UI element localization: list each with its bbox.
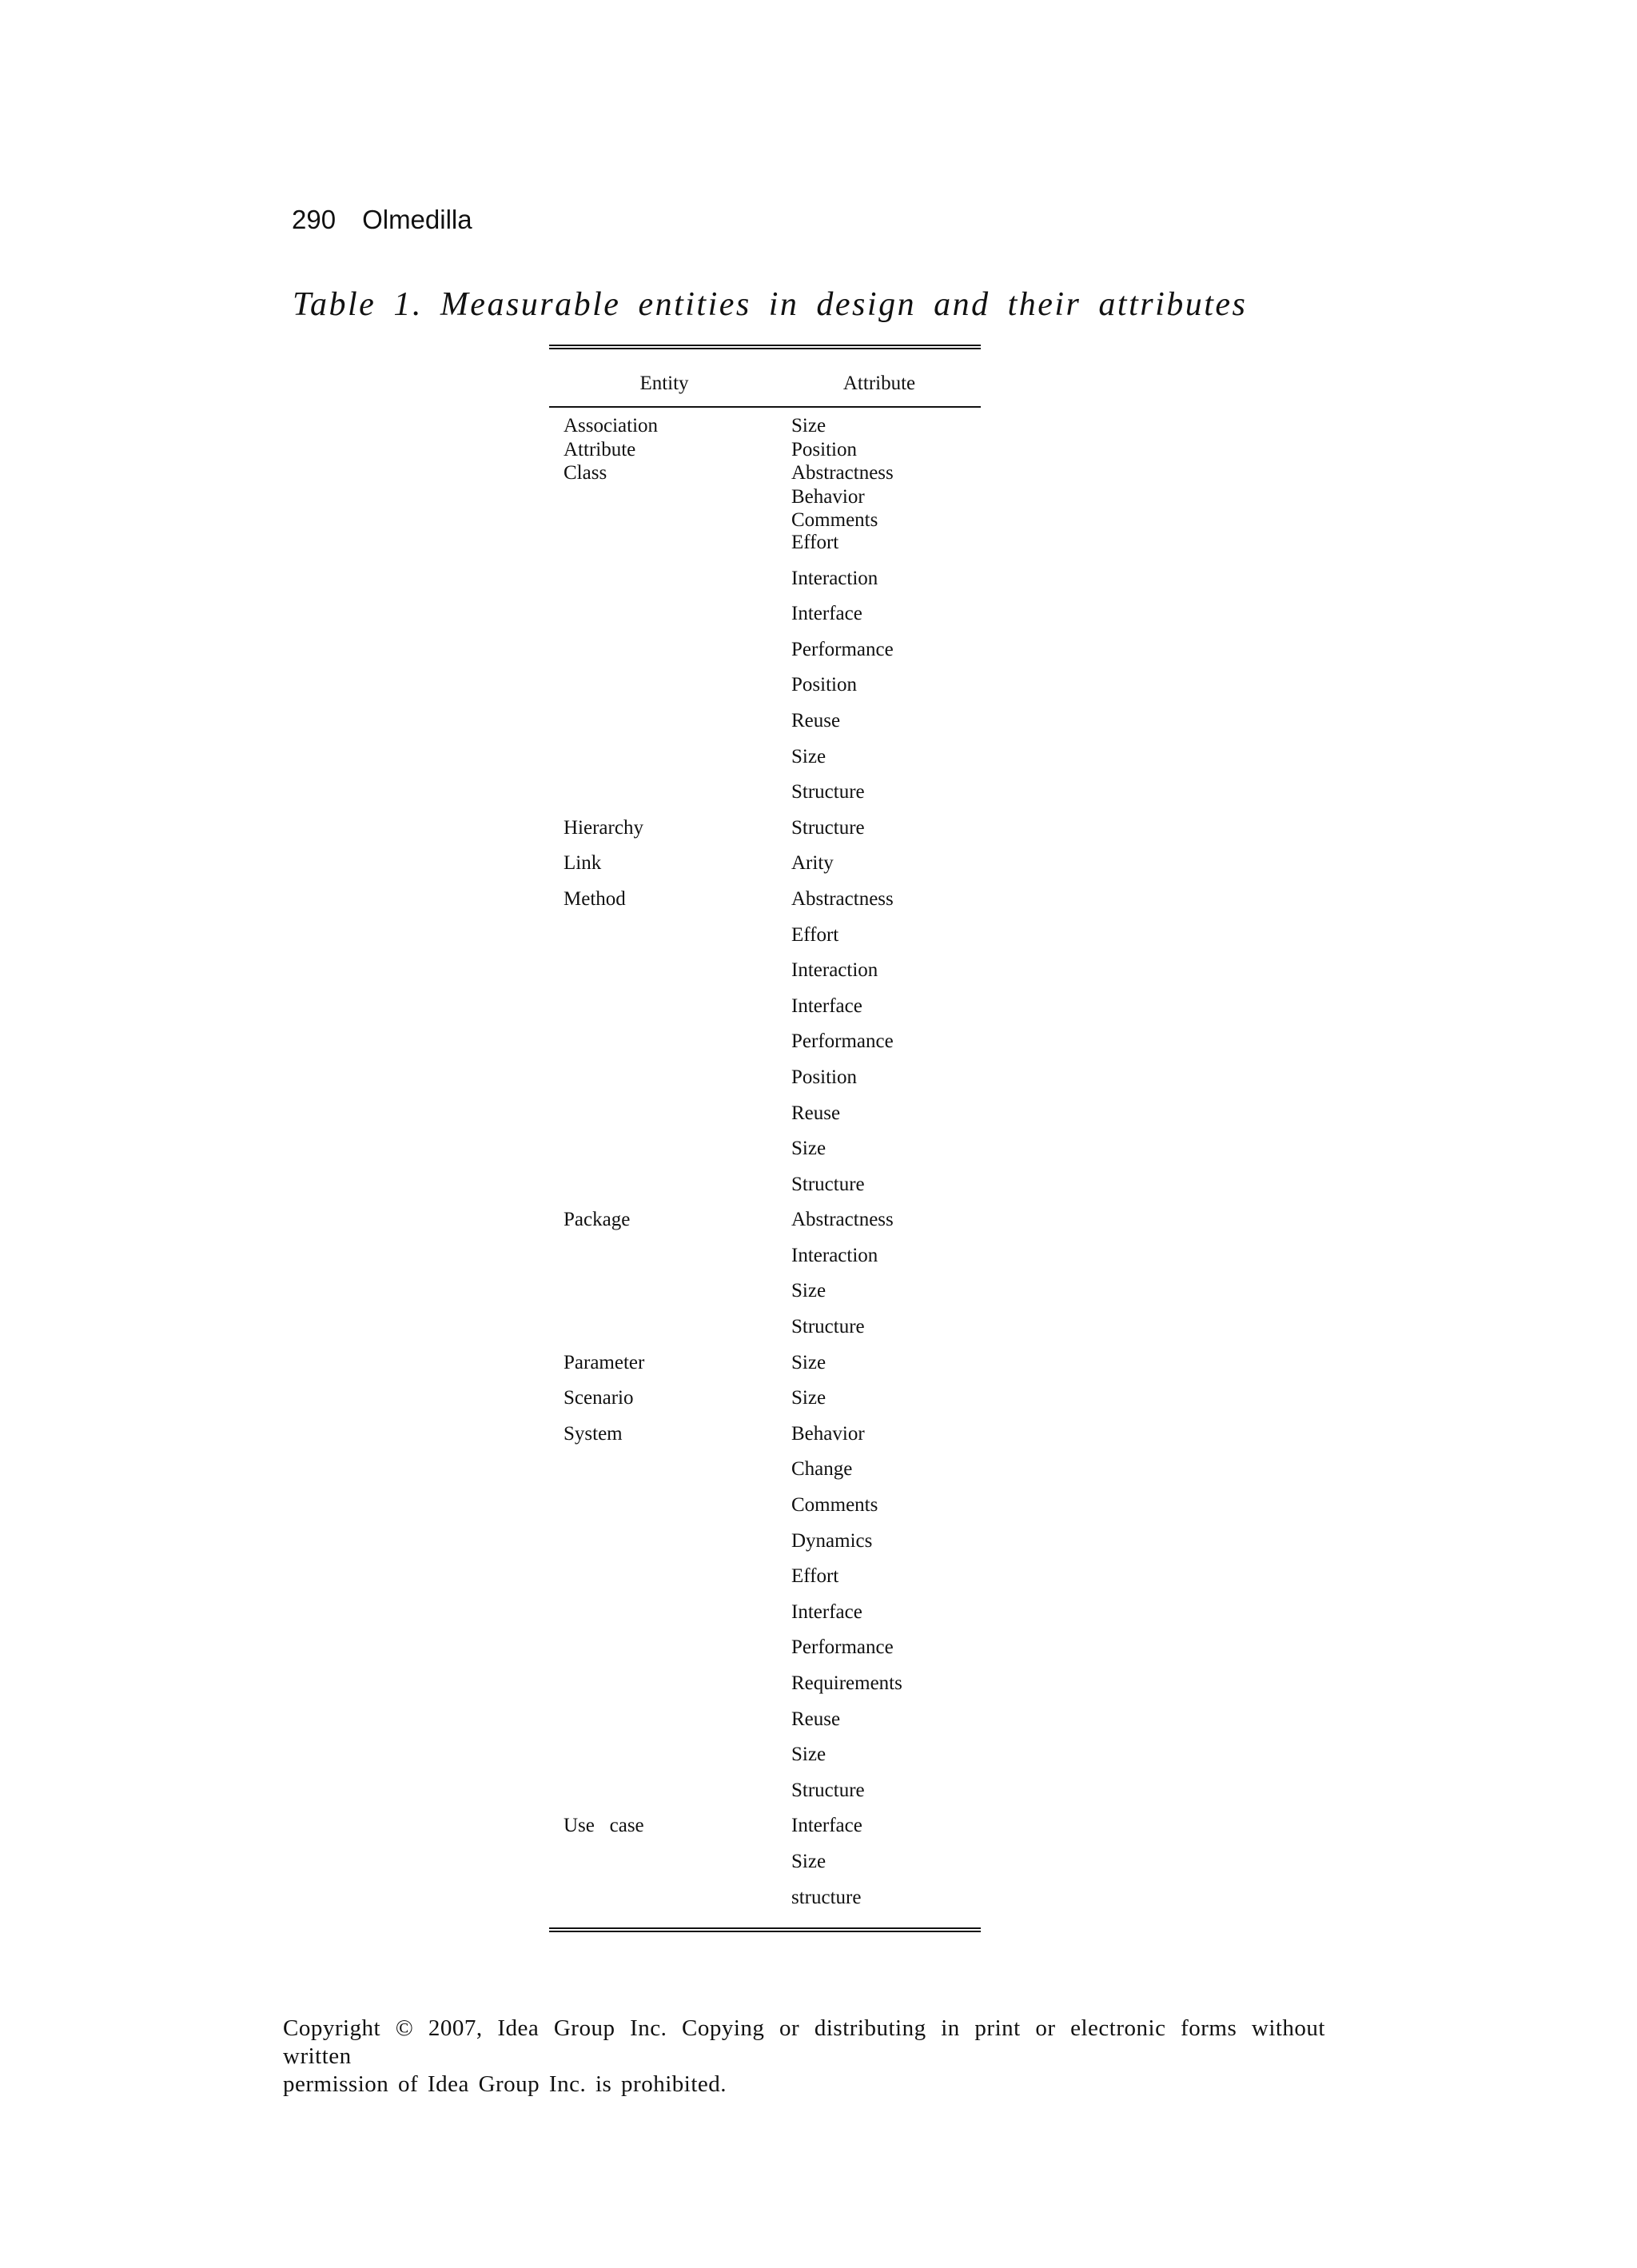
table-row <box>549 1137 981 1173</box>
attribute-cell: Size <box>791 745 826 767</box>
attribute-cell: Change <box>791 1458 853 1481</box>
attribute-cell: Interface <box>791 994 862 1017</box>
table-row <box>549 1066 981 1102</box>
table-row <box>549 1244 981 1280</box>
entity-cell: System <box>564 1422 623 1445</box>
attribute-cell: Structure <box>791 816 865 839</box>
table-row <box>549 1814 981 1850</box>
attribute-cell: Interface <box>791 603 862 625</box>
table-row <box>549 851 981 887</box>
table-row <box>549 1030 981 1066</box>
table-row <box>549 1564 981 1600</box>
table-row <box>549 887 981 923</box>
table-row <box>549 1315 981 1351</box>
entities-attributes-table <box>549 345 981 1932</box>
entity-cell: Association <box>564 415 659 436</box>
table-row <box>549 567 981 603</box>
attribute-cell: Interaction <box>791 567 878 589</box>
table-row <box>549 1457 981 1493</box>
table-row <box>549 1600 981 1636</box>
attribute-cell: Behavior <box>791 485 865 508</box>
attribute-cell: Size <box>791 415 826 436</box>
entity-cell: Parameter <box>564 1351 645 1373</box>
first-block-entities <box>564 414 658 485</box>
attribute-cell: Position <box>791 438 857 460</box>
table-row <box>549 1173 981 1209</box>
table-caption: Table 1. Measurable entities in design and their attributes <box>293 286 1248 323</box>
header-entity: Entity <box>639 373 689 394</box>
attribute-cell: Size <box>791 1138 826 1160</box>
table-row <box>549 709 981 745</box>
attribute-cell: Comments <box>791 509 878 531</box>
table-row <box>549 531 981 567</box>
table-row <box>549 780 981 816</box>
attribute-cell: Position <box>791 1066 857 1088</box>
table-row <box>549 1386 981 1422</box>
entity-cell: Hierarchy <box>564 816 643 839</box>
entity-cell: Class <box>564 462 607 484</box>
table-row <box>549 638 981 674</box>
attribute-cell: Performance <box>791 1030 894 1053</box>
header-attribute: Attribute <box>842 373 916 394</box>
table-row <box>549 1102 981 1138</box>
running-head-author: Olmedilla <box>362 205 472 234</box>
entity-cell: Use case <box>564 1815 644 1837</box>
attribute-cell: Comments <box>791 1494 878 1517</box>
table-row <box>549 816 981 852</box>
entity-cell: Package <box>564 1209 631 1231</box>
table-row <box>549 923 981 959</box>
attribute-cell: Structure <box>791 1316 865 1338</box>
entity-cell: Method <box>564 887 626 910</box>
attribute-cell: Effort <box>791 532 839 553</box>
table-body <box>549 408 981 1921</box>
table-row <box>549 1708 981 1744</box>
table-row <box>549 1422 981 1458</box>
table-row <box>549 1672 981 1708</box>
attribute-cell: Abstractness <box>791 887 894 910</box>
table-row <box>549 1279 981 1315</box>
attribute-cell: Position <box>791 674 857 696</box>
table-row <box>549 745 981 781</box>
table-rows <box>549 531 981 1921</box>
table-row <box>549 1493 981 1529</box>
attribute-cell: Structure <box>791 1779 865 1801</box>
attribute-cell: Requirements <box>791 1672 902 1694</box>
attribute-cell: Dynamics <box>791 1529 873 1552</box>
attribute-cell: Performance <box>791 1636 894 1659</box>
entity-cell: Attribute <box>564 438 636 460</box>
attribute-cell: Size <box>791 1280 826 1302</box>
copyright-notice <box>283 2015 1325 2099</box>
table-row <box>549 1779 981 1815</box>
attribute-cell: Size <box>791 1850 826 1872</box>
table-row <box>549 1850 981 1886</box>
attribute-cell: Reuse <box>791 1102 841 1124</box>
attribute-cell: Structure <box>791 1173 865 1195</box>
entity-cell: Scenario <box>564 1387 634 1409</box>
attribute-cell: Effort <box>791 1565 839 1588</box>
copyright-line-2: permission of Idea Group Inc. is prohibited. <box>283 2071 727 2097</box>
table-row <box>549 673 981 709</box>
attribute-cell: Size <box>791 1744 826 1766</box>
attribute-cell: Arity <box>791 852 834 875</box>
table-row <box>549 1208 981 1244</box>
attribute-cell: Abstractness <box>791 1209 894 1231</box>
table-row <box>549 1351 981 1387</box>
attribute-cell: Size <box>791 1387 826 1409</box>
attribute-cell: Structure <box>791 781 865 803</box>
copyright-line-1: Copyright © 2007, Idea Group Inc. Copying or distributing in print or electronic forms without written <box>283 2015 1325 2069</box>
attribute-cell: Behavior <box>791 1422 865 1445</box>
entity-cell: Link <box>564 852 602 875</box>
table-first-block <box>549 414 981 531</box>
table-row <box>549 602 981 638</box>
attribute-cell: Interaction <box>791 959 878 982</box>
table-row <box>549 994 981 1030</box>
attribute-cell: Reuse <box>791 1708 841 1730</box>
attribute-cell: Interface <box>791 1600 862 1623</box>
table-row <box>549 1743 981 1779</box>
attribute-cell: Interaction <box>791 1244 878 1266</box>
attribute-cell: Abstractness <box>791 462 894 484</box>
attribute-cell: Size <box>791 1351 826 1373</box>
table-header <box>549 349 981 406</box>
table-row <box>549 1886 981 1922</box>
first-block-attributes <box>791 414 894 532</box>
table-row <box>549 959 981 994</box>
attribute-cell: Interface <box>791 1815 862 1837</box>
attribute-cell: Performance <box>791 638 894 660</box>
page-number: 290 <box>292 205 337 234</box>
table-bottom-rule <box>549 1927 981 1932</box>
attribute-cell: structure <box>791 1886 862 1908</box>
table-row <box>549 1529 981 1565</box>
table-row <box>549 1636 981 1672</box>
attribute-cell: Reuse <box>791 709 841 731</box>
attribute-cell: Effort <box>791 923 839 946</box>
running-head <box>292 206 472 233</box>
